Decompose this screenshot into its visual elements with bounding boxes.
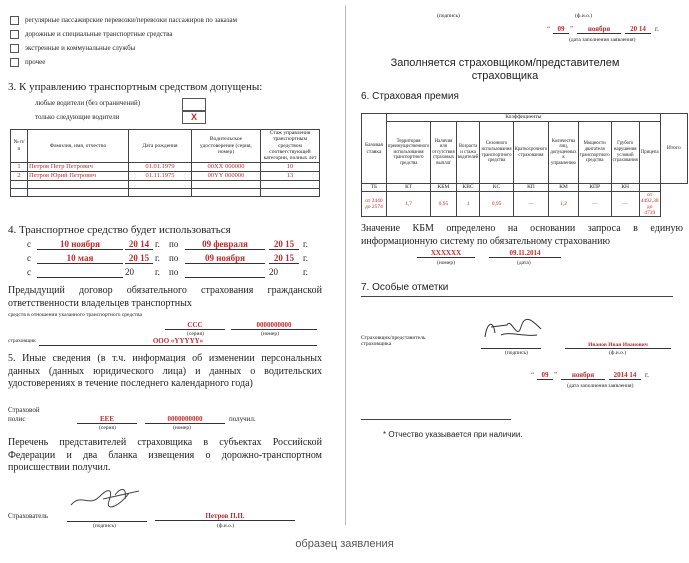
period-row-1 [27, 239, 323, 251]
purpose-row [10, 41, 320, 55]
value-cell: от 4492,38 до 4739 [640, 192, 659, 216]
from-label: с [27, 239, 31, 249]
date-caption: (дата) [517, 260, 531, 266]
to-year[interactable]: 20 [269, 267, 278, 277]
series-caption: (серия) [187, 331, 204, 337]
col-header: Прицепа [639, 122, 660, 184]
insured-sign-line[interactable] [67, 512, 147, 522]
any-drivers-label: любые водители (без ограничений) [35, 99, 141, 107]
year-suffix: г. [645, 371, 649, 379]
premium-table [361, 113, 688, 217]
section-7-title: 7. Особые отметки [361, 282, 449, 293]
purpose-label: прочее [25, 58, 46, 66]
value-cell: 1,7 [386, 192, 430, 217]
policy-number[interactable]: 0000000000 [145, 415, 225, 424]
footnote-rule [361, 419, 511, 420]
col-header: Итого [660, 114, 687, 184]
purpose-label: экстренные и коммунальные службы [25, 44, 136, 52]
value-cell: 0,95 [480, 192, 513, 217]
bottom-date: “ 09 ” ноября 2014 14 г. [531, 371, 649, 379]
policy-received: получил. [229, 415, 256, 423]
driver-license: 00ХХ 000000 [192, 162, 261, 171]
top-date: “ 09 ” ноября 20 14 г. [547, 25, 659, 33]
code-cell: КП [513, 184, 549, 192]
period-row-2 [27, 253, 323, 265]
col-header: Дата рождения [129, 130, 192, 163]
application-left-page [5, 5, 327, 529]
from-day[interactable] [37, 267, 123, 278]
insured-signature-icon [69, 485, 149, 511]
prev-insurer[interactable]: ООО «YYYYY» [39, 337, 317, 346]
year-suffix: г. [155, 239, 160, 249]
table-row [11, 171, 320, 180]
date-day[interactable]: 09 [537, 371, 553, 380]
purpose-row [10, 55, 320, 69]
prev-series[interactable]: ССС [165, 321, 225, 330]
code-cell: КБМ [431, 184, 456, 192]
kbm-date[interactable]: 09.11.2014 [489, 249, 561, 258]
rep-name[interactable]: Иванов Иван Иванович [565, 342, 671, 349]
driver-num: 2 [11, 171, 28, 180]
col-header: Краткосрочного страхования [513, 122, 549, 184]
kbm-number[interactable]: XXXXXX [417, 249, 475, 258]
to-year[interactable]: 20 15 [269, 239, 299, 250]
insured-label: Страхователь [8, 512, 49, 520]
table-row [11, 180, 320, 188]
section-3-title: 3. К управлению транспортным средством допущены: [8, 81, 263, 93]
driver-name: Петров Петр Петрович [28, 162, 129, 171]
insurer-signature-icon [481, 313, 545, 343]
col-header: Водительское удостоверение (серия, номер) [192, 130, 261, 163]
fio-caption: (ф.и.о.) [217, 523, 235, 529]
from-year[interactable]: 20 14 [125, 239, 153, 250]
col-header: Сезонного использования транспортного средства [480, 122, 513, 184]
purpose-label: регулярные пассажирские перевозки/перевозки пассажиров по заказам [25, 16, 238, 24]
representatives-text: Перечень представителей страховщика в субъектах Российской Федерации и два бланка извещения о дорожно-транспортном происшествии получил. [8, 437, 322, 473]
col-header: № п/п [11, 130, 28, 163]
col-header: Мощности двигателя транспортного средства [578, 122, 611, 184]
to-label: по [169, 239, 179, 249]
prev-contract-sub: средств в отношении указанного транспортного средства [8, 312, 143, 318]
prev-number[interactable]: 0000000000 [231, 321, 317, 330]
from-year[interactable]: 20 15 [125, 253, 153, 264]
year-suffix: г. [303, 253, 308, 263]
date-month[interactable]: ноября [577, 25, 621, 34]
code-cell: КН [611, 184, 639, 192]
top-fio-caption: (ф.и.о.) [575, 13, 593, 19]
special-notes-line[interactable] [361, 296, 673, 297]
only-drivers-label: только следующие водители [35, 113, 120, 121]
insured-name[interactable]: Петров П.П. [155, 512, 295, 521]
application-right-page [355, 5, 685, 525]
value-cell: — [611, 192, 639, 217]
value-cell: от 2440 до 2574 [362, 192, 387, 217]
series-caption: (серия) [99, 425, 116, 431]
purpose-label: дорожные и специальные транспортные средства [25, 30, 173, 38]
insurer-label: страховщик [8, 338, 36, 344]
year-suffix: г. [155, 253, 160, 263]
image-caption: образец заявления [295, 538, 394, 550]
driver-num: 1 [11, 162, 28, 171]
year-suffix: г. [155, 267, 160, 277]
sign-caption: (подпись) [93, 523, 116, 529]
value-cell: — [578, 192, 611, 217]
kbm-text: Значение КБМ определено на основании запроса в единую информационную систему по обязательному страхованию [361, 223, 683, 247]
footnote: * Отчество указывается при наличии. [383, 430, 523, 439]
date-day[interactable]: 09 [553, 25, 569, 34]
to-day[interactable] [185, 267, 265, 278]
to-day[interactable]: 09 февраля [185, 239, 265, 250]
rep-sign-line[interactable] [481, 342, 541, 349]
any-drivers-box[interactable] [182, 98, 206, 111]
year-suffix: г. [655, 25, 659, 33]
period-row-3 [27, 267, 323, 279]
coef-header: Коэффициенты [386, 114, 660, 122]
number-caption: (номер) [173, 425, 191, 431]
driver-dob: 01.01.1979 [129, 162, 192, 171]
date-month[interactable]: ноября [561, 371, 605, 380]
year-suffix: г. [303, 239, 308, 249]
col-header: Стаж управления транспортным средством соответствующей категории, полных лет [261, 130, 320, 163]
checkbox[interactable] [10, 16, 19, 25]
top-date-caption: (дата заполнения заявления) [569, 37, 636, 43]
code-cell: КМ [549, 184, 578, 192]
col-header: Возраста и стажа водителей [456, 122, 480, 184]
drivers-table [10, 129, 320, 197]
from-day[interactable]: 10 ноября [37, 239, 123, 250]
purpose-row [10, 13, 320, 27]
year-suffix: г. [303, 267, 308, 277]
code-cell: КВС [456, 184, 480, 192]
insurer-fills-heading: Заполняется страховщиком/представителем страховщика [390, 57, 620, 82]
values-row [362, 192, 688, 217]
to-day[interactable]: 09 ноября [185, 253, 265, 264]
driver-dob: 01.11.1975 [129, 171, 192, 180]
checkbox[interactable] [10, 44, 19, 53]
driver-experience: 10 [261, 162, 320, 171]
checkbox[interactable] [10, 30, 19, 39]
number-caption: (номер) [261, 331, 279, 337]
code-cell: КС [480, 184, 513, 192]
col-header: Наличия или отсутствия страховых выплат [431, 122, 456, 184]
prev-contract-text: Предыдущий договор обязательного страхования гражданской ответственности владельцев транспортных [8, 285, 322, 309]
col-header: Количества лиц, допущенных к управлению [549, 122, 578, 184]
sign-caption: (подпись) [505, 350, 528, 356]
page-divider [345, 5, 346, 525]
rep-label: Страховщик/представитель страховщика [361, 335, 426, 348]
driver-license: 00YY 000000 [192, 171, 261, 180]
col-header: Базовая ставка [362, 114, 387, 184]
code-cell: КТ [386, 184, 430, 192]
section-6-title: 6. Страховая премия [361, 91, 459, 102]
from-label: с [27, 253, 31, 263]
purpose-row [10, 27, 320, 41]
from-day[interactable]: 10 мая [37, 253, 123, 264]
bottom-date-caption: (дата заполнения заявления) [567, 383, 634, 389]
date-year[interactable]: 20 14 [625, 25, 651, 34]
date-year[interactable]: 2014 14 [609, 371, 641, 380]
from-year[interactable]: 20 [125, 267, 134, 277]
driver-experience: 13 [261, 171, 320, 180]
policy-label: Страховой полис [8, 406, 40, 423]
driver-name: Петров Юрий Петрович [28, 171, 129, 180]
section-4-title: 4. Транспортное средство будет использоваться [8, 224, 231, 236]
section-5-text: 5. Иные сведения (в т.ч. информация об изменении персональных данных (данных юридического лица) и данных о водительских удостоверениях в течение последнего календарного года) [8, 353, 322, 389]
col-header: Фамилия, имя, отчество [28, 130, 129, 163]
only-drivers-box[interactable]: X [182, 111, 206, 124]
value-cell: 0,95 [431, 192, 456, 217]
codes-row [362, 184, 688, 192]
policy-series[interactable]: ЕЕЕ [77, 415, 137, 424]
checkbox[interactable] [10, 58, 19, 67]
table-row [11, 188, 320, 196]
col-header: Территория преимущественного использования транспортного средства [386, 122, 430, 184]
num-caption: (номер) [437, 260, 455, 266]
code-cell: ТБ [362, 184, 387, 192]
to-label: по [169, 267, 179, 277]
value-cell: — [513, 192, 549, 217]
col-header: Грубого нарушения условий страхования [611, 122, 639, 184]
fio-caption: (ф.и.о.) [609, 350, 627, 356]
vehicle-purpose-list [10, 13, 320, 69]
to-year[interactable]: 20 15 [269, 253, 299, 264]
value-cell: 1 [456, 192, 480, 217]
top-sign-caption: (подпись) [437, 13, 460, 19]
value-cell: 1,2 [549, 192, 578, 217]
from-label: с [27, 267, 31, 277]
code-cell: КПР [578, 184, 611, 192]
table-row [11, 162, 320, 171]
to-label: по [169, 253, 179, 263]
